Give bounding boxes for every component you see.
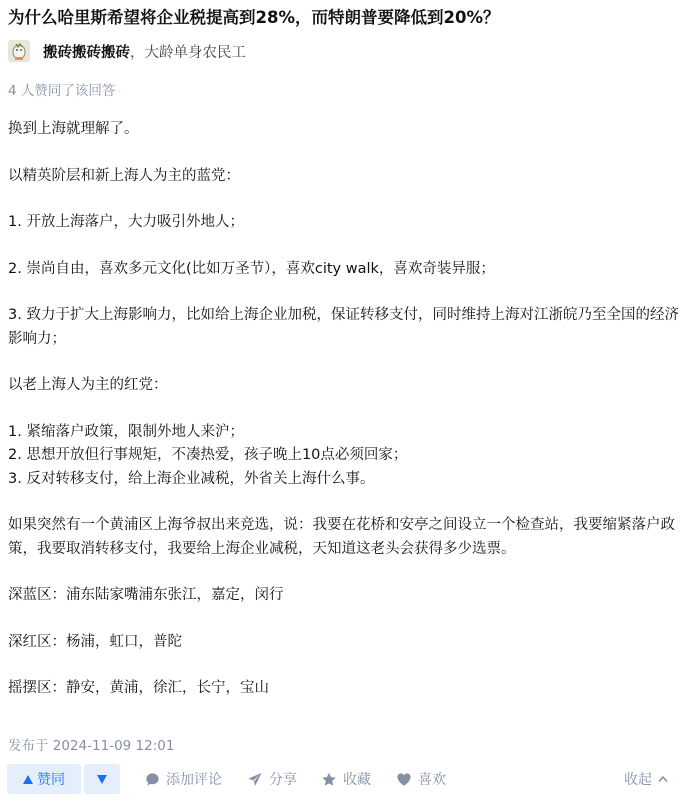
favorite-label: 收藏 — [343, 772, 371, 788]
avatar[interactable] — [8, 40, 30, 62]
publish-date[interactable]: 发布于 2024-11-09 12:01 — [8, 738, 175, 754]
author-info — [8, 40, 246, 62]
paragraph: 摇摆区：静安，黄浦，徐汇，长宁，宝山 — [8, 680, 269, 696]
paragraph: 3. 致力于扩大上海影响力，比如给上海企业加税，保证转移支付，同时维持上海对江浙皖乃至全国的经济影响力； — [8, 307, 679, 347]
like-label: 喜欢 — [418, 772, 446, 788]
downvote-button[interactable] — [84, 764, 120, 794]
question-title[interactable]: 为什么哈里斯希望将企业税提高到28%，而特朗普要降低到20%？ — [8, 8, 500, 27]
paragraph: 3. 反对转移支付，给上海企业减税，外省关上海什么事。 — [8, 470, 375, 487]
paragraph: 1. 开放上海落户，大力吸引外地人； — [8, 214, 244, 230]
like-button[interactable] — [396, 764, 446, 794]
chevron-up-icon — [658, 775, 668, 783]
triangle-down-icon — [97, 775, 107, 784]
share-label: 分享 — [269, 772, 297, 788]
paragraph: 以精英阶层和新上海人为主的蓝党： — [8, 167, 240, 184]
share-icon — [247, 772, 263, 787]
paragraph: 1. 紧缩落户政策，限制外地人来沪； — [8, 423, 244, 440]
author-bio: 大龄单身农民工 — [144, 44, 246, 61]
paragraph: 以老上海人为主的红党： — [8, 377, 168, 393]
paragraph: 深红区：杨浦，虹口，普陀 — [8, 633, 182, 650]
paragraph: 如果突然有一个黄浦区上海爷叔出来竞选，说：我要在花桥和安亭之间设立一个检查站，我要缩紧落户政策，我要取消转移支付，我要给上海企业减税，天知道这老头会获得多少选票。 — [8, 517, 675, 557]
upvote-button[interactable] — [7, 764, 81, 794]
heart-icon — [396, 772, 412, 787]
collapse-label: 收起 — [624, 772, 652, 788]
answer-content — [8, 118, 684, 701]
star-icon — [321, 772, 337, 787]
favorite-button[interactable] — [321, 764, 371, 794]
paragraph: 深蓝区：浦东陆家嘴浦东张江，嘉定，闵行 — [8, 587, 284, 603]
upvote-label: 赞同 — [37, 772, 65, 788]
upvote-count-text: 4 人赞同了该回答 — [8, 83, 116, 99]
comment-label: 添加评论 — [166, 772, 222, 788]
triangle-up-icon — [23, 775, 33, 784]
paragraph: 2. 思想开放但行事规矩，不凑热爱，孩子晚上10点必须回家； — [8, 447, 408, 463]
paragraph: 换到上海就理解了。 — [8, 121, 139, 137]
author-name[interactable]: 搬砖搬砖搬砖 — [43, 44, 130, 61]
paragraph: 2. 崇尚自由，喜欢多元文化(比如万圣节），喜欢city walk，喜欢奇装异服； — [8, 260, 495, 277]
avatar-image-icon — [10, 41, 28, 61]
comment-icon — [145, 772, 160, 787]
share-button[interactable] — [247, 764, 297, 794]
comment-button[interactable] — [145, 764, 222, 794]
collapse-button[interactable] — [624, 764, 668, 794]
author-separator: ， — [130, 44, 145, 61]
